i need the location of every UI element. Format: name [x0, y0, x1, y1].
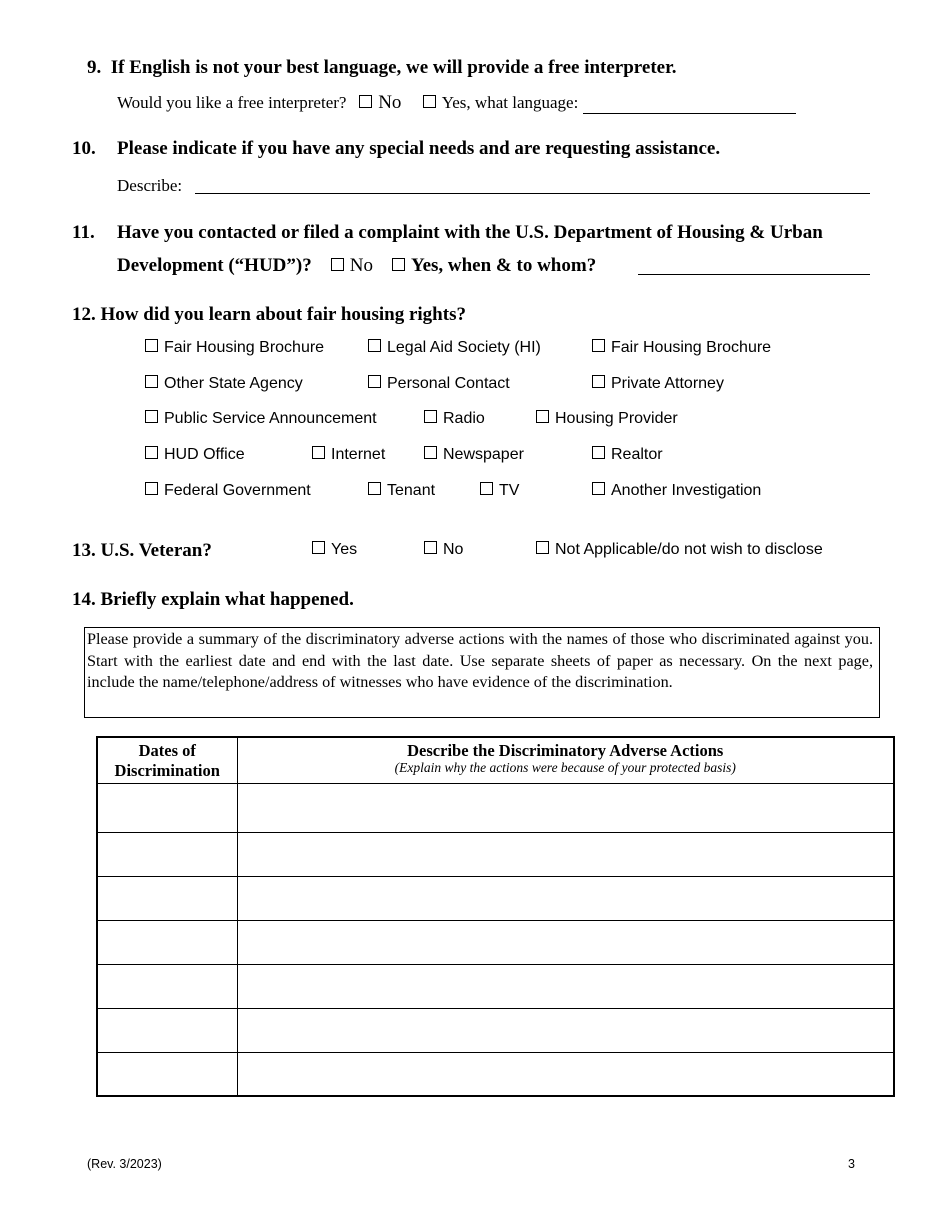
q12-option[interactable]	[592, 339, 771, 357]
option-label: TV	[499, 482, 520, 499]
checkbox[interactable]	[424, 541, 437, 554]
checkbox[interactable]	[368, 482, 381, 495]
option-label: Tenant	[387, 482, 436, 499]
checkbox[interactable]	[145, 375, 158, 388]
checkbox[interactable]	[424, 446, 437, 459]
q13-na-option[interactable]	[536, 541, 823, 559]
q9-yes-label: Yes, what language:	[441, 93, 579, 112]
checkbox[interactable]	[145, 339, 158, 352]
q12-option[interactable]	[368, 339, 541, 357]
dates-header-label: Dates of Discrimination	[114, 741, 220, 780]
q9-title: If English is not your best language, we will provide a free interpreter.	[110, 57, 677, 78]
q12-title: How did you learn about fair housing rights?	[100, 304, 466, 325]
checkbox[interactable]	[312, 541, 325, 554]
q12-option[interactable]	[592, 446, 663, 464]
checkbox[interactable]	[536, 541, 549, 554]
q9-prompt: Would you like a free interpreter?	[117, 93, 347, 112]
q12-option[interactable]	[368, 375, 510, 393]
q12-option[interactable]	[145, 446, 245, 464]
q10-describe-field[interactable]	[195, 176, 870, 194]
checkbox[interactable]	[480, 482, 493, 495]
q9-number: 9.	[87, 57, 102, 78]
q13-no-option[interactable]	[424, 541, 463, 559]
q12-option[interactable]	[536, 410, 678, 428]
checkbox[interactable]	[592, 482, 605, 495]
q11-number: 11.	[72, 222, 95, 243]
q14-instructions-box	[84, 627, 880, 718]
checkbox[interactable]	[312, 446, 325, 459]
q9-no-checkbox[interactable]	[359, 95, 372, 108]
date-cell[interactable]	[97, 920, 237, 964]
checkbox[interactable]	[368, 339, 381, 352]
checkbox[interactable]	[145, 446, 158, 459]
checkbox[interactable]	[536, 410, 549, 423]
q12-heading	[72, 304, 466, 326]
table-row	[97, 920, 894, 964]
table-row	[97, 832, 894, 876]
checkbox[interactable]	[424, 410, 437, 423]
table-row	[97, 1052, 894, 1096]
q10-number: 10.	[72, 138, 96, 159]
checkbox[interactable]	[592, 446, 605, 459]
q10-describe-label: Describe:	[117, 176, 183, 195]
description-cell[interactable]	[237, 1008, 894, 1052]
table-row	[97, 783, 894, 832]
option-label: Radio	[443, 410, 485, 427]
description-cell[interactable]	[237, 876, 894, 920]
option-label: Not Applicable/do not wish to disclose	[555, 541, 823, 558]
checkbox[interactable]	[368, 375, 381, 388]
q12-option[interactable]	[424, 410, 485, 428]
description-cell[interactable]	[237, 783, 894, 832]
actions-header-subtitle: (Explain why the actions were because of your protected basis)	[394, 760, 736, 775]
option-label: Private Attorney	[611, 375, 724, 392]
option-label: Housing Provider	[555, 410, 678, 427]
q9-language-field[interactable]	[583, 93, 796, 114]
date-cell[interactable]	[97, 832, 237, 876]
option-label: Legal Aid Society (HI)	[387, 339, 541, 356]
page-number: 3	[848, 1157, 855, 1171]
checkbox[interactable]	[145, 410, 158, 423]
option-label: Other State Agency	[164, 375, 303, 392]
option-label: Realtor	[611, 446, 663, 463]
q9-heading	[87, 57, 677, 79]
q14-title: Briefly explain what happened.	[100, 589, 354, 610]
q12-option[interactable]	[480, 482, 519, 500]
option-label: Internet	[331, 446, 386, 463]
q11-title-line1: Have you contacted or filed a complaint with the U.S. Department of Housing & Urban	[117, 222, 823, 243]
q14-number: 14.	[72, 589, 96, 610]
q12-option[interactable]	[424, 446, 524, 464]
description-cell[interactable]	[237, 1052, 894, 1096]
q12-option[interactable]	[592, 375, 724, 393]
q10-describe-row	[117, 176, 182, 196]
option-label: No	[443, 541, 464, 558]
table-row	[97, 1008, 894, 1052]
option-label: Newspaper	[443, 446, 524, 463]
date-cell[interactable]	[97, 1008, 237, 1052]
checkbox[interactable]	[145, 482, 158, 495]
option-label: Fair Housing Brochure	[164, 339, 325, 356]
option-label: Federal Government	[164, 482, 311, 499]
q12-option[interactable]	[312, 446, 385, 464]
option-label: Personal Contact	[387, 375, 510, 392]
q11-yes-label: Yes, when & to whom?	[410, 255, 597, 276]
date-cell[interactable]	[97, 1052, 237, 1096]
q13-yes-option[interactable]	[312, 541, 357, 559]
dates-column-header	[97, 737, 237, 783]
actions-header-label: Describe the Discriminatory Adverse Actions	[407, 741, 724, 760]
option-label: Public Service Announcement	[164, 410, 377, 427]
description-cell[interactable]	[237, 964, 894, 1008]
q11-no-checkbox[interactable]	[331, 258, 344, 271]
q13-number: 13.	[72, 540, 96, 561]
q12-option[interactable]	[592, 482, 761, 500]
table-row	[97, 876, 894, 920]
q14-heading	[72, 589, 354, 611]
date-cell[interactable]	[97, 876, 237, 920]
q9-no-label: No	[378, 92, 402, 113]
q11-answer-row	[117, 255, 596, 277]
q11-details-field[interactable]	[638, 256, 870, 275]
q13-title: U.S. Veteran?	[100, 540, 212, 561]
date-cell[interactable]	[97, 783, 237, 832]
option-label: Yes	[331, 541, 358, 558]
option-label: Another Investigation	[611, 482, 762, 499]
q12-option[interactable]	[145, 375, 303, 393]
actions-column-header	[237, 737, 894, 783]
checkbox[interactable]	[592, 375, 605, 388]
revision-label: (Rev. 3/2023)	[87, 1157, 162, 1171]
q11-heading	[72, 222, 823, 244]
q10-title: Please indicate if you have any special needs and are requesting assistance.	[117, 138, 721, 159]
date-cell[interactable]	[97, 964, 237, 1008]
q11-yes-checkbox[interactable]	[392, 258, 405, 271]
q12-option[interactable]	[145, 410, 377, 428]
q10-heading	[72, 138, 721, 160]
q14-summary-text: Please provide a summary of the discriminatory adverse actions with the names of those who discriminated against you. Start with the earliest date and end with the last date. Use separate sheets of paper as necessary. On the next page, include the name/telephone/address of witnesses who have evidence of the discrimination.	[87, 630, 873, 691]
option-label: Fair Housing Brochure	[611, 339, 772, 356]
q11-no-label: No	[349, 255, 373, 276]
option-label: HUD Office	[164, 446, 245, 463]
discrimination-table	[96, 736, 895, 1097]
q12-option[interactable]	[145, 339, 324, 357]
q12-option[interactable]	[368, 482, 435, 500]
description-cell[interactable]	[237, 920, 894, 964]
q9-yes-checkbox[interactable]	[423, 95, 436, 108]
q12-number: 12.	[72, 304, 96, 325]
q11-title-line2: Development (“HUD”)?	[117, 255, 312, 276]
q12-option[interactable]	[145, 482, 311, 500]
checkbox[interactable]	[592, 339, 605, 352]
q9-answer-row	[117, 92, 796, 114]
table-row	[97, 964, 894, 1008]
description-cell[interactable]	[237, 832, 894, 876]
q13-heading	[72, 540, 212, 562]
table-header-row	[97, 737, 894, 783]
